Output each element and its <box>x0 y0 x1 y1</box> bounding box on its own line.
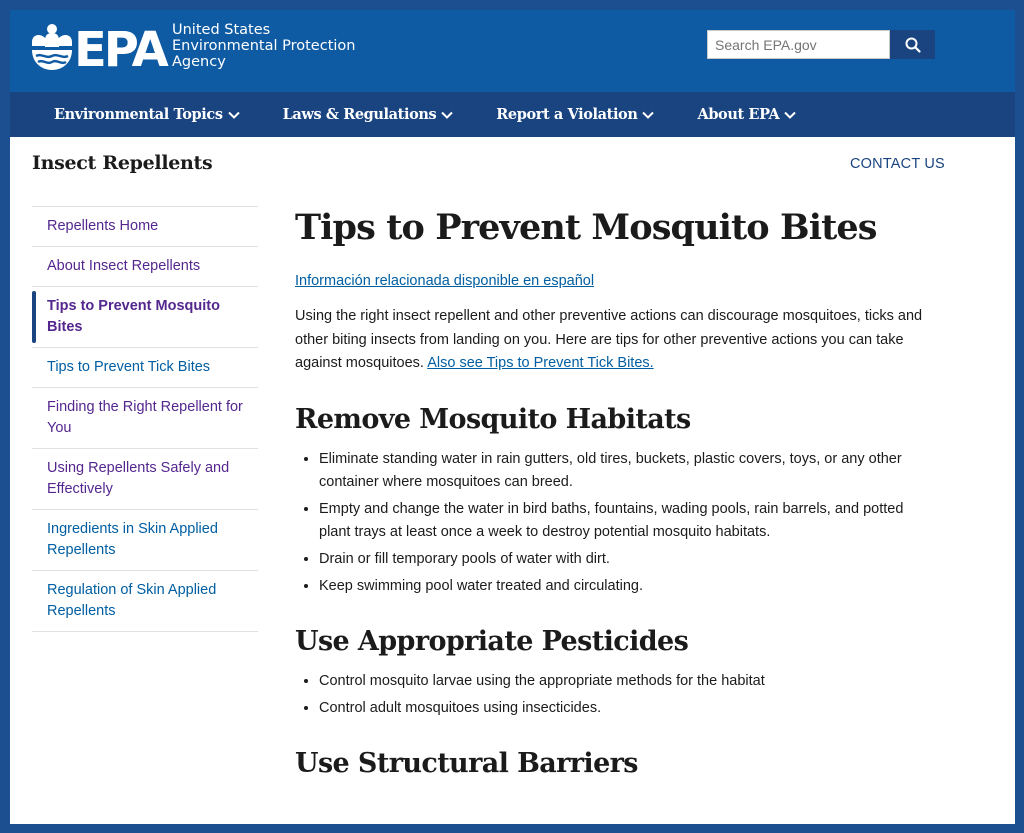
sidebar-item-using-repellents-safely[interactable]: Using Repellents Safely and Effectively <box>32 449 258 510</box>
sidebar-item-repellents-home[interactable]: Repellents Home <box>32 207 258 247</box>
list-item: • Drain or fill temporary pools of water with dirt. <box>319 548 935 571</box>
search-input[interactable] <box>707 30 890 59</box>
site-title: Insect Repellents <box>32 152 213 174</box>
sidebar-item-regulation[interactable]: Regulation of Skin Applied Repellents <box>32 571 258 632</box>
list-item: • Eliminate standing water in rain gutters, old tires, buckets, plastic covers, toys, or any other container where mosquitoes can breed. <box>319 448 935 494</box>
agency-line-3: Agency <box>172 54 226 70</box>
search-icon <box>905 37 921 53</box>
chevron-down-icon <box>784 111 796 119</box>
spanish-info-link[interactable]: Información relacionada disponible en español <box>295 273 595 289</box>
sidebar-nav <box>32 206 258 632</box>
list-item: • Keep swimming pool water treated and circulating. <box>319 575 935 598</box>
habitats-list <box>295 448 935 598</box>
sidebar-item-tips-tick-bites[interactable]: Tips to Prevent Tick Bites <box>32 348 258 388</box>
tick-bites-link[interactable]: Also see Tips to Prevent Tick Bites. <box>427 355 654 371</box>
nav-label: Environmental Topics <box>54 106 223 123</box>
page-frame <box>10 10 1015 824</box>
pesticides-list <box>295 670 935 720</box>
sidebar-item-finding-right-repellent[interactable]: Finding the Right Repellent for You <box>32 388 258 449</box>
search-form <box>707 30 935 59</box>
chevron-down-icon <box>228 111 240 119</box>
intro-paragraph <box>295 305 935 376</box>
nav-laws-regulations[interactable] <box>283 106 454 123</box>
nav-label: Report a Violation <box>496 106 638 123</box>
agency-line-1: United States <box>172 22 271 38</box>
nav-report-violation[interactable] <box>496 106 654 123</box>
masthead <box>10 10 1015 92</box>
sidebar-item-about-insect-repellents[interactable]: About Insect Repellents <box>32 247 258 287</box>
agency-line-2: Environmental Protection <box>172 38 356 54</box>
section-heading-remove-habitats: Remove Mosquito Habitats <box>295 403 691 435</box>
list-item: • Control adult mosquitoes using insecticides. <box>319 697 935 720</box>
primary-nav <box>10 92 1015 137</box>
list-item: • Control mosquito larvae using the appropriate methods for the habitat <box>319 670 935 693</box>
contact-us-link[interactable]: CONTACT US <box>850 156 945 172</box>
epa-logo-link[interactable] <box>30 20 355 72</box>
epa-wordmark: EPA <box>74 22 166 72</box>
nav-about-epa[interactable] <box>697 106 796 123</box>
nav-environmental-topics[interactable] <box>54 106 240 123</box>
sidebar-item-tips-mosquito-bites[interactable]: Tips to Prevent Mosquito Bites <box>32 287 258 348</box>
chevron-down-icon <box>642 111 654 119</box>
section-heading-pesticides: Use Appropriate Pesticides <box>295 625 689 657</box>
section-heading-structural-barriers: Use Structural Barriers <box>295 747 638 779</box>
nav-label: Laws & Regulations <box>282 106 437 123</box>
nav-label: About EPA <box>697 106 780 123</box>
main-content <box>295 206 935 792</box>
search-button[interactable] <box>890 30 935 59</box>
page-title: Tips to Prevent Mosquito Bites <box>295 207 877 248</box>
chevron-down-icon <box>441 111 453 119</box>
intro-text: Using the right insect repellent and other preventive actions can discourage mosquitoes, ticks and other biting insects from landing on you. Here are tips for other preventive actions you can take against mosquitoes. <box>295 308 923 371</box>
sidebar-item-ingredients[interactable]: Ingredients in Skin Applied Repellents <box>32 510 258 571</box>
epa-flower-icon <box>30 20 170 72</box>
agency-name <box>172 22 355 70</box>
list-item: • Empty and change the water in bird baths, fountains, wading pools, rain barrels, and potted plant trays at least once a week to destroy potential mosquito habitats. <box>319 498 935 544</box>
